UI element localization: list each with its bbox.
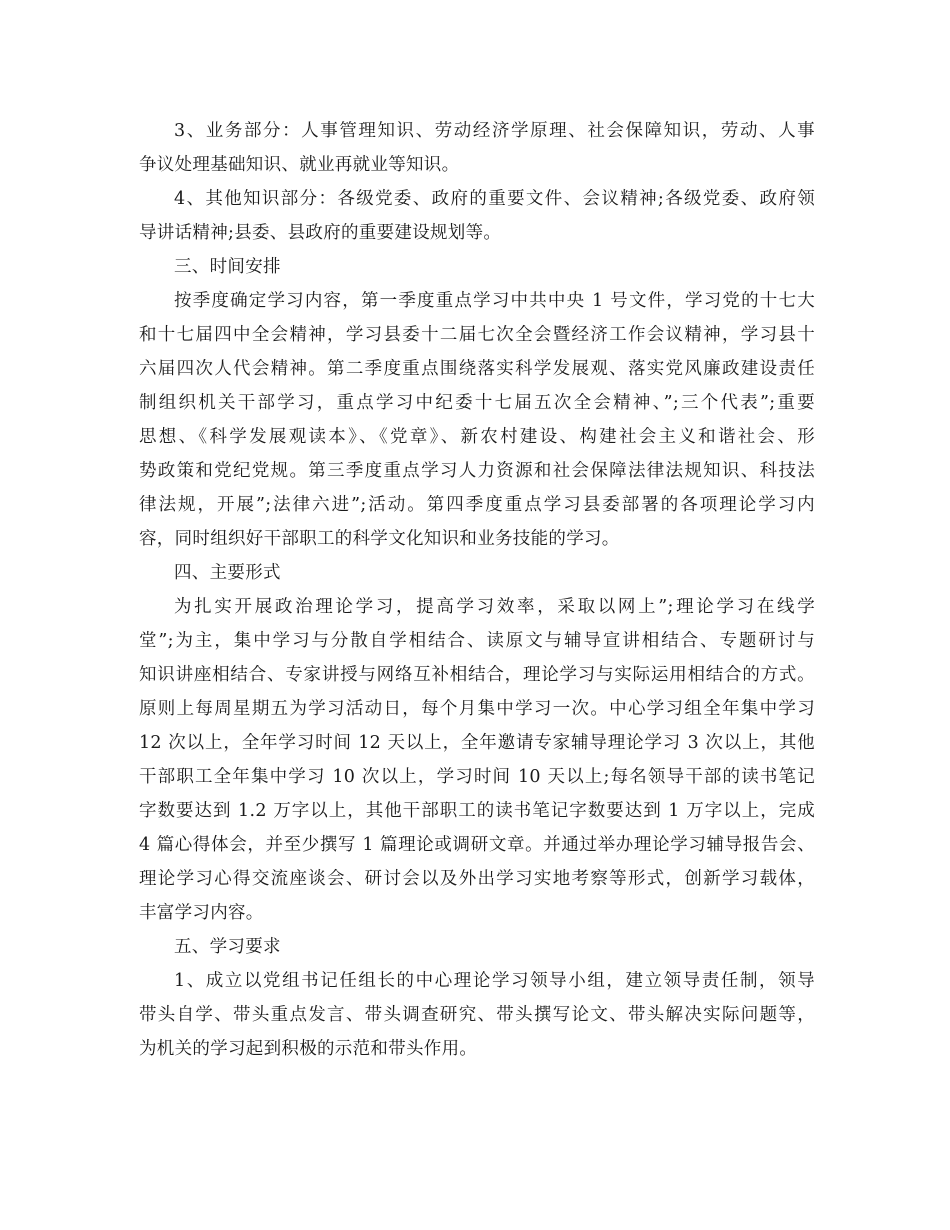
text-line: 制组织机关干部学习，重点学习中纪委十七届五次全会精神、”;三个代表”;重要 xyxy=(139,393,815,413)
text-line: 三、时间安排 xyxy=(174,257,281,277)
text-line: 律法规，开展”;法律六进”;活动。第四季度重点学习县委部署的各项理论学习内 xyxy=(139,495,815,515)
text-line: 四、主要形式 xyxy=(174,563,281,583)
text-line: 4 篇心得体会，并至少撰写 1 篇理论或调研文章。并通过举办理论学习辅导报告会、 xyxy=(139,835,815,855)
text-line: 势政策和党纪党规。第三季度重点学习人力资源和社会保障法律法规知识、科技法 xyxy=(139,461,815,481)
text-line: 容，同时组织好干部职工的科学文化知识和业务技能的学习。 xyxy=(139,529,620,549)
text-line: 知识讲座相结合、专家讲授与网络互补相结合，理论学习与实际运用相结合的方式。 xyxy=(139,665,815,685)
text-line: 为机关的学习起到积极的示范和带头作用。 xyxy=(139,1039,478,1059)
text-line: 1、成立以党组书记任组长的中心理论学习领导小组，建立领导责任制，领导 xyxy=(174,971,815,991)
text-line: 4、其他知识部分：各级党委、政府的重要文件、会议精神;各级党委、政府领 xyxy=(174,189,815,209)
text-line: 理论学习心得交流座谈会、研讨会以及外出学习实地考察等形式，创新学习载体， xyxy=(139,869,815,889)
text-line: 丰富学习内容。 xyxy=(139,903,264,923)
text-line: 3、业务部分：人事管理知识、劳动经济学原理、社会保障知识，劳动、人事 xyxy=(174,121,815,141)
document-body xyxy=(139,114,815,1066)
text-line: 12 次以上，全年学习时间 12 天以上，全年邀请专家辅导理论学习 3 次以上，其他 xyxy=(139,733,815,753)
text-line: 导讲话精神;县委、县政府的重要建设规划等。 xyxy=(139,223,502,243)
text-line: 五、学习要求 xyxy=(174,937,281,957)
text-line: 带头自学、带头重点发言、带头调查研究、带头撰写论文、带头解决实际问题等， xyxy=(139,1005,815,1025)
text-line: 原则上每周星期五为学习活动日，每个月集中学习一次。中心学习组全年集中学习 xyxy=(139,699,815,719)
text-line: 六届四次人代会精神。第二季度重点围绕落实科学发展观、落实党风廉政建设责任 xyxy=(139,359,815,379)
text-line: 按季度确定学习内容，第一季度重点学习中共中央 1 号文件，学习党的十七大 xyxy=(174,291,815,311)
text-line: 堂”;为主，集中学习与分散自学相结合、读原文与辅导宣讲相结合、专题研讨与 xyxy=(139,631,815,651)
text-line: 和十七届四中全会精神，学习县委十二届七次全会暨经济工作会议精神，学习县十 xyxy=(139,325,815,345)
text-line: 为扎实开展政治理论学习，提高学习效率，采取以网上”;理论学习在线学 xyxy=(174,597,815,617)
text-line: 字数要达到 1.2 万字以上，其他干部职工的读书笔记字数要达到 1 万字以上，完成 xyxy=(139,801,815,821)
text-line: 争议处理基础知识、就业再就业等知识。 xyxy=(139,155,460,175)
text-line: 思想、《科学发展观读本》、《党章》、新农村建设、构建社会主义和谐社会、形 xyxy=(139,427,815,447)
text-line: 干部职工全年集中学习 10 次以上，学习时间 10 天以上;每名领导干部的读书笔记 xyxy=(139,767,815,787)
